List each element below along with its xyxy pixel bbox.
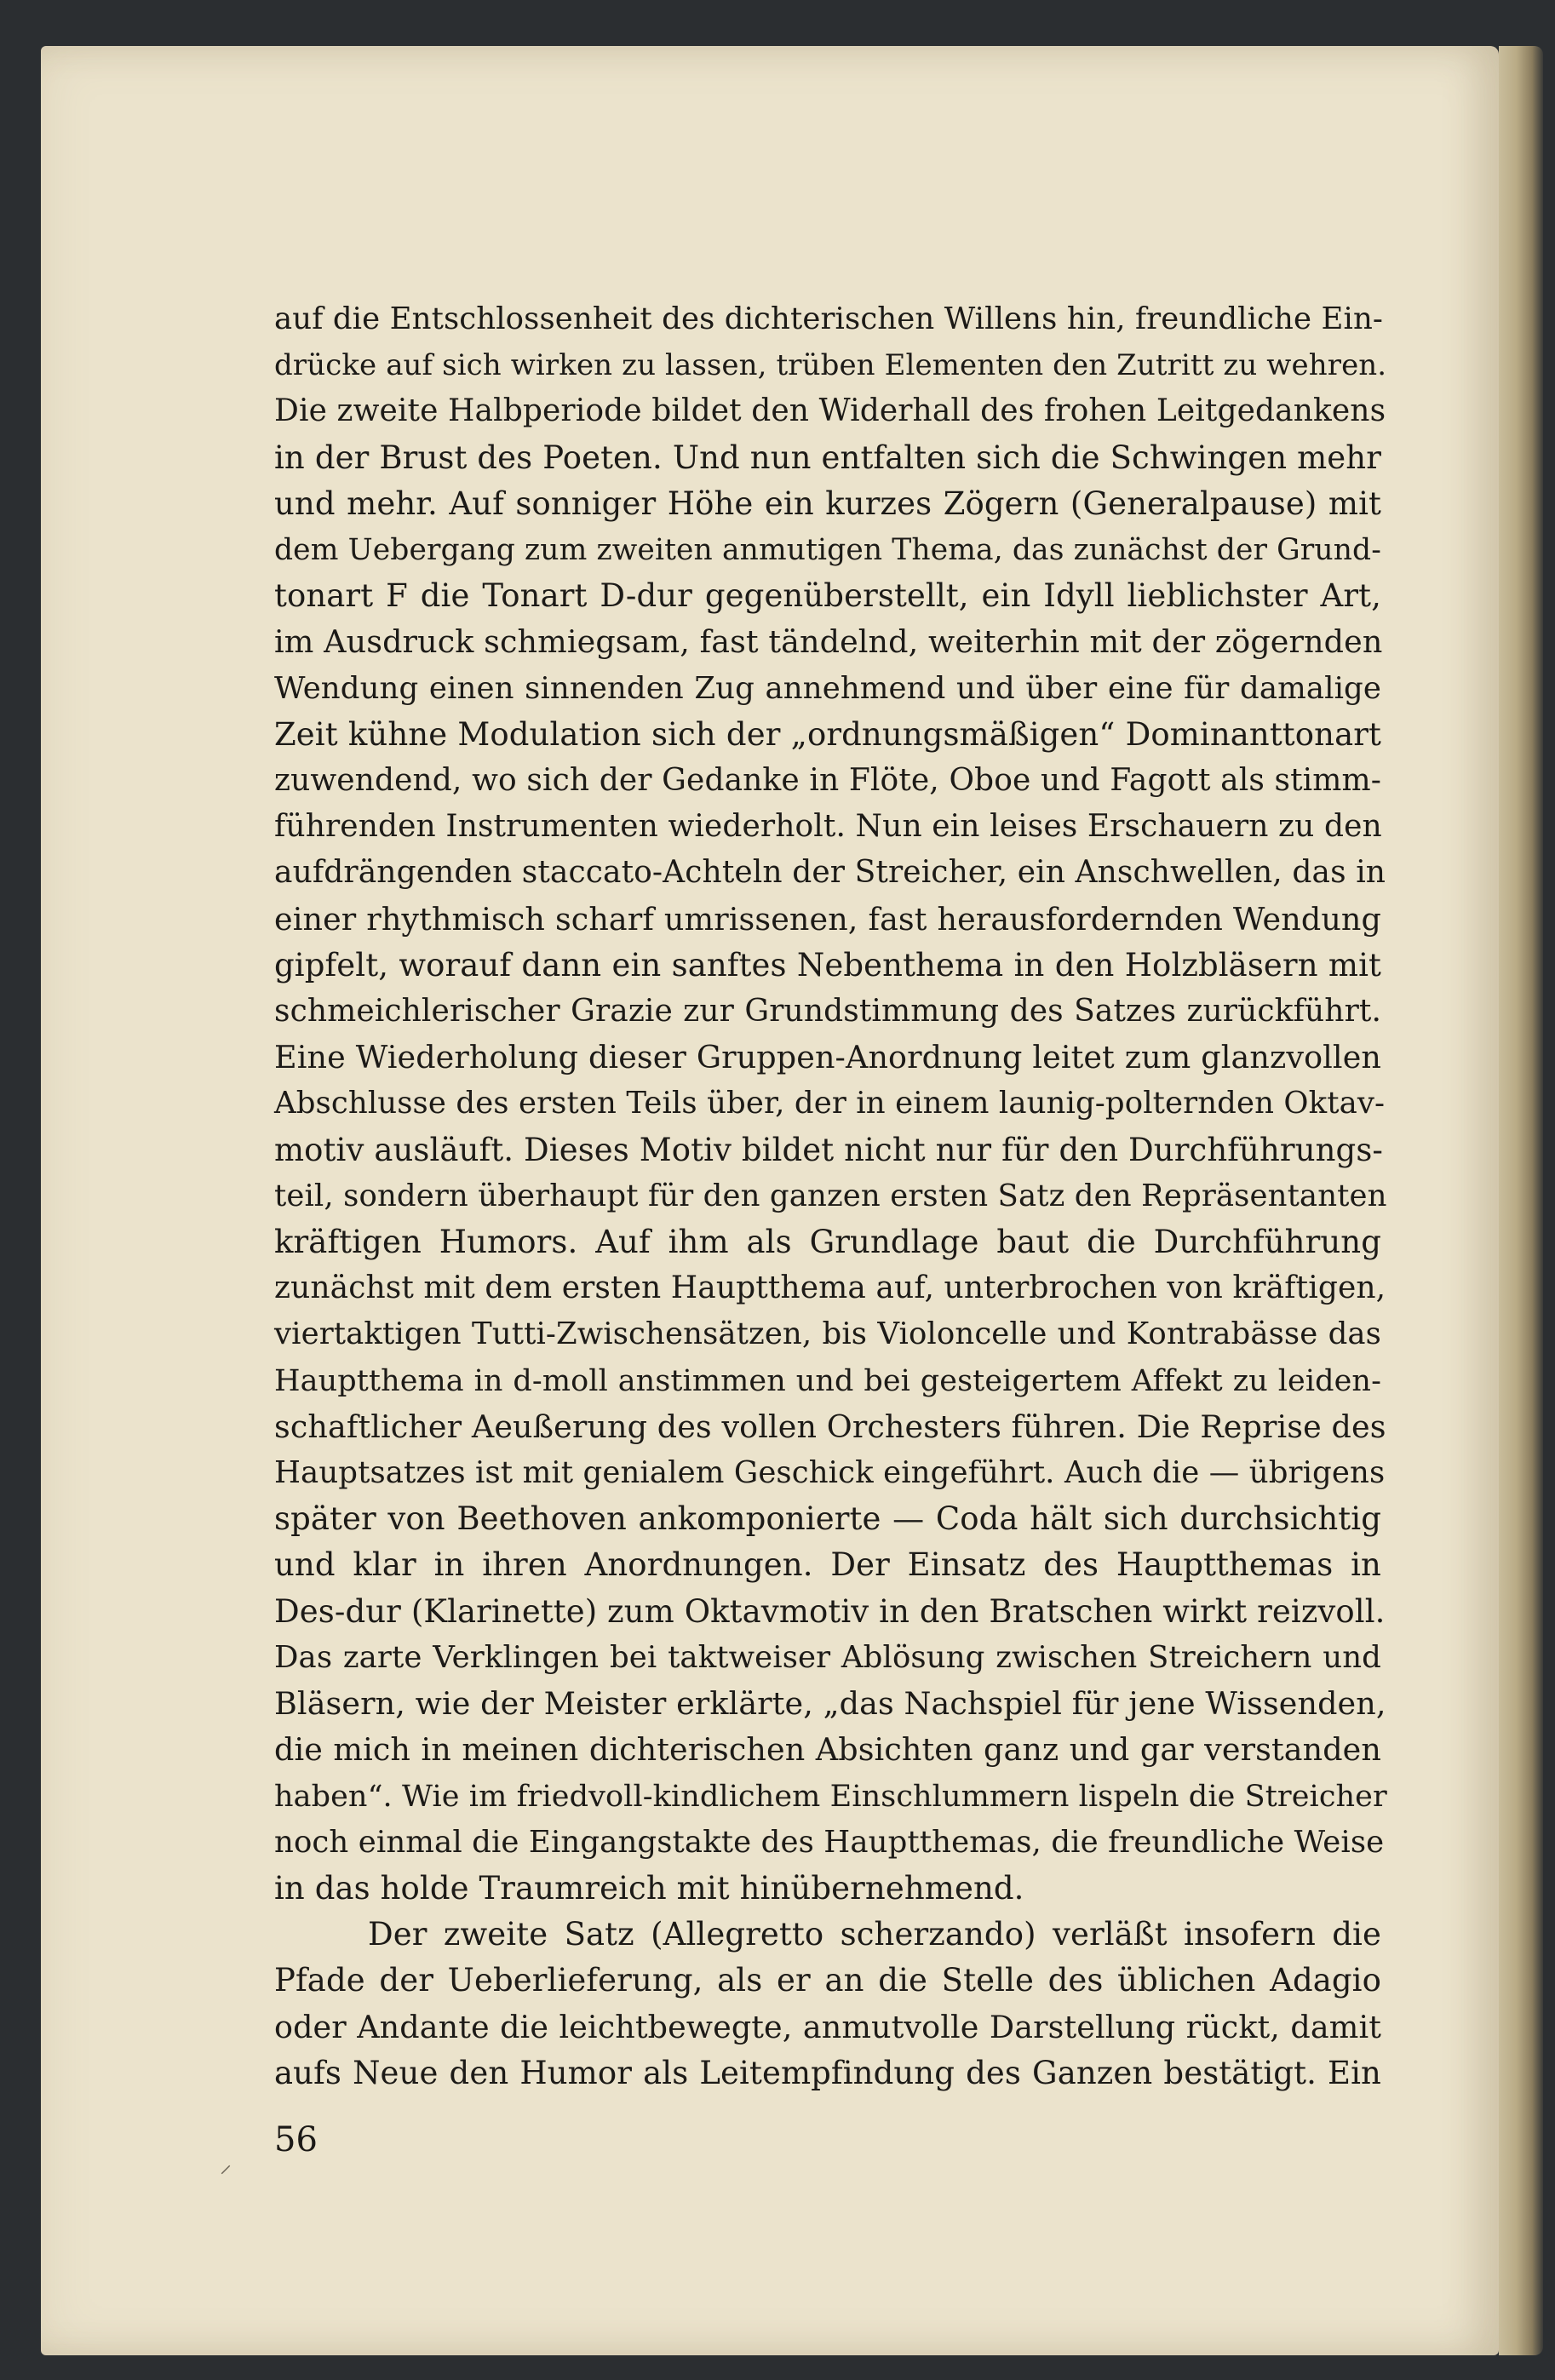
text-line: auf die Entschlossenheit des dichterischen Willens hin, freundliche Ein- — [274, 301, 1384, 336]
text-line: Hauptsatzes ist mit genialem Geschick eingeführt. Auch die — übrigens — [274, 1455, 1386, 1491]
text-line: haben“. Wie im friedvoll-kindlichem Einschlummern lispeln die Streicher — [274, 1779, 1387, 1814]
text-line: Eine Wiederholung dieser Gruppen-Anordnung leitet zum glanzvollen — [274, 1039, 1381, 1076]
text-line: teil, sondern überhaupt für den ganzen ersten Satz den Repräsentanten — [274, 1178, 1387, 1213]
text-line: Wendung einen sinnenden Zug annehmend und über eine für damalige — [274, 670, 1381, 706]
text-line: in der Brust des Poeten. Und nun entfalten sich die Schwingen mehr — [274, 439, 1381, 476]
text-line: schaftlicher Aeußerung des vollen Orchesters führen. Die Reprise des — [274, 1408, 1386, 1445]
text-line: Zeit kühne Modulation sich der „ordnungsmäßigen“ Dominanttonart — [274, 715, 1381, 753]
body-text — [274, 296, 1387, 2096]
text-line: Abschlusse des ersten Teils über, der in einem launig-polternden Oktav- — [274, 1086, 1386, 1121]
text-line: im Ausdruck schmiegsam, fast tändelnd, weiterhin mit der zögernden — [274, 623, 1383, 661]
text-line: dem Uebergang zum zweiten anmutigen Thema, das zunächst der Grund- — [274, 533, 1381, 568]
text-line: einer rhythmisch scharf umrissenen, fast herausfordernden Wendung — [274, 900, 1381, 938]
text-line: aufdrängenden staccato-Achteln der Streicher, ein Anschwellen, das in — [274, 855, 1386, 891]
text-line: viertaktigen Tutti-Zwischensätzen, bis Violoncelle und Kontrabässe das — [274, 1316, 1381, 1352]
text-line: Pfade der Ueberlieferung, als er an die Stelle des üblichen Adagio — [274, 1962, 1381, 1999]
text-line: und klar in ihren Anordnungen. Der Einsatz des Hauptthemas in — [274, 1546, 1381, 1584]
text-line: Hauptthema in d-moll anstimmen und bei gesteigertem Affekt zu leiden- — [274, 1363, 1381, 1398]
text-line: die mich in meinen dichterischen Absichten ganz und gar verstanden — [274, 1731, 1381, 1769]
text-line: Des-dur (Klarinette) zum Oktavmotiv in den Bratschen wirkt reizvoll. — [274, 1592, 1386, 1630]
text-line: Bläsern, wie der Meister erklärte, „das Nachspiel für jene Wissenden, — [274, 1685, 1386, 1723]
page-edge — [1499, 46, 1543, 2355]
text-line: Der zweite Satz (Allegretto scherzando) verläßt insofern die — [368, 1916, 1381, 1953]
text-line: später von Beethoven ankomponierte — Coda hält sich durchsichtig — [274, 1500, 1381, 1538]
margin-mark: ⸝ — [220, 2150, 232, 2178]
text-line: zunächst mit dem ersten Hauptthema auf, unterbrochen von kräftigen, — [274, 1270, 1386, 1306]
text-line: oder Andante die leichtbewegte, anmutvolle Darstellung rückt, damit — [274, 2008, 1381, 2045]
text-line: Das zarte Verklingen bei taktweiser Ablösung zwischen Streichern und — [274, 1639, 1381, 1675]
text-line: kräftigen Humors. Auf ihm als Grundlage baut die Durchführung — [274, 1224, 1381, 1261]
text-line: gipfelt, worauf dann ein sanftes Nebenthema in den Holzbläsern mit — [274, 946, 1381, 984]
text-line: aufs Neue den Humor als Leitempfindung des Ganzen bestätigt. Ein — [274, 2054, 1381, 2091]
text-line: schmeichlerischer Grazie zur Grundstimmung des Satzes zurückführt. — [274, 994, 1381, 1029]
text-line: in das holde Traumreich mit hinübernehmend. — [274, 1869, 1024, 1907]
text-line: tonart F die Tonart D-dur gegenüberstellt, ein Idyll lieblichster Art, — [274, 577, 1381, 615]
text-line: führenden Instrumenten wiederholt. Nun ein leises Erschauern zu den — [274, 809, 1382, 845]
text-line: und mehr. Auf sonniger Höhe ein kurzes Zögern (Generalpause) mit — [274, 485, 1381, 522]
text-line: zuwendend, wo sich der Gedanke in Flöte, Oboe und Fagott als stimm- — [274, 763, 1381, 799]
text-line: drücke auf sich wirken zu lassen, trüben Elementen den Zutritt zu wehren. — [274, 348, 1387, 383]
text-line: motiv ausläuft. Dieses Motiv bildet nicht nur für den Durchführungs- — [274, 1131, 1384, 1168]
text-line: noch einmal die Eingangstakte des Hauptthemas, die freundliche Weise — [274, 1824, 1385, 1860]
text-line: Die zweite Halbperiode bildet den Widerhall des frohen Leitgedankens — [274, 393, 1386, 429]
page-number: 56 — [274, 2120, 318, 2159]
